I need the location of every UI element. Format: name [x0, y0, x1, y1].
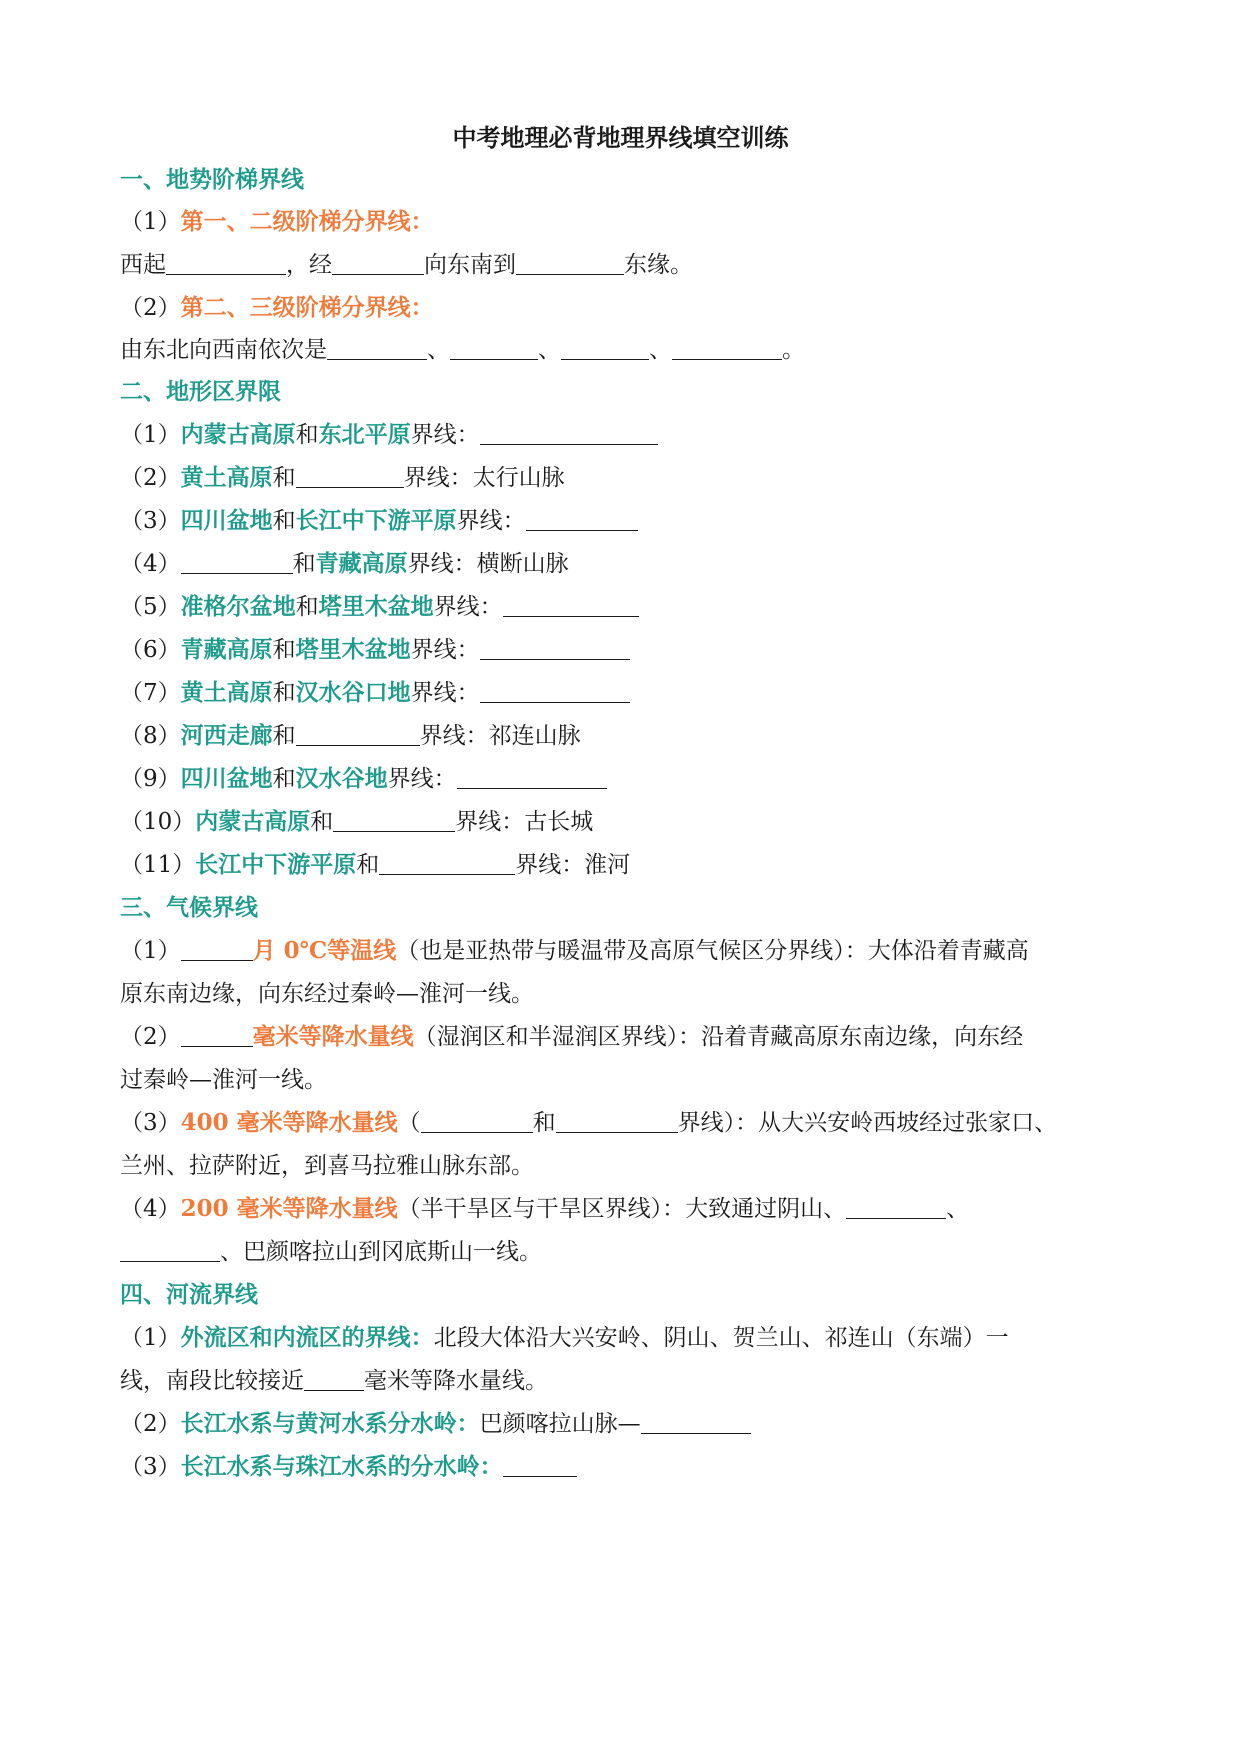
section-heading-2: 二、地形区界限: [120, 378, 281, 405]
climate-item-2-cont: 过秦岭—淮河一线。: [120, 1067, 327, 1093]
climate-item-1-cont: 原东南边缘，向东经过秦岭—淮河一线。: [120, 981, 534, 1007]
answer-blank[interactable]: [333, 807, 455, 832]
answer-blank[interactable]: [296, 721, 420, 746]
terrain-item-10: （10）内蒙古高原和 界线：古长城: [120, 808, 594, 835]
answer-blank[interactable]: [304, 1366, 364, 1391]
question-1-1-body: 西起 ，经 向东南到 东缘。: [120, 252, 693, 278]
climate-item-4: （4）200 毫米等降水量线（半干旱区与干旱区界线）：大致通过阴山、 、: [120, 1195, 970, 1222]
terrain-item-1: （1）内蒙古高原和东北平原界线：: [120, 420, 658, 450]
climate-item-1: （1） 月 0℃等温线（也是亚热带与暖温带及高原气候区分界线）：大体沿着青藏高: [120, 937, 1029, 964]
answer-blank[interactable]: [120, 1237, 220, 1262]
answer-blank[interactable]: [327, 335, 427, 360]
answer-blank[interactable]: [457, 764, 607, 789]
answer-blank[interactable]: [641, 1409, 751, 1434]
terrain-item-4: （4） 和青藏高原界线：横断山脉: [120, 550, 569, 577]
river-item-3: （3）长江水系与珠江水系的分水岭：: [120, 1452, 577, 1482]
question-1-1: （1）第一、二级阶梯分界线：: [120, 208, 434, 235]
climate-item-4-cont: 、巴颜喀拉山到冈底斯山一线。: [120, 1237, 542, 1267]
answer-blank[interactable]: [480, 678, 630, 703]
answer-blank[interactable]: [516, 250, 624, 275]
terrain-item-3: （3）四川盆地和长江中下游平原界线：: [120, 506, 638, 536]
terrain-item-5: （5）准格尔盆地和塔里木盆地界线：: [120, 592, 639, 622]
climate-item-3: （3）400 毫米等降水量线（ 和 界线）：从大兴安岭西坡经过张家口、: [120, 1109, 1058, 1136]
question-1-2: （2）第二、三级阶梯分界线：: [120, 294, 434, 321]
terrain-item-9: （9）四川盆地和汉水谷地界线：: [120, 764, 607, 794]
river-item-1-cont: 线，南段比较接近 毫米等降水量线。: [120, 1368, 548, 1394]
terrain-item-8: （8）河西走廊和 界线：祁连山脉: [120, 722, 581, 749]
terrain-item-6: （6）青藏高原和塔里木盆地界线：: [120, 635, 630, 665]
answer-blank[interactable]: [421, 1108, 533, 1133]
answer-blank[interactable]: [181, 936, 253, 961]
terrain-item-7: （7）黄土高原和汉水谷口地界线：: [120, 678, 630, 708]
answer-blank[interactable]: [503, 592, 639, 617]
answer-blank[interactable]: [561, 335, 649, 360]
river-item-1: （1）外流区和内流区的界线：北段大体沿大兴安岭、阴山、贺兰山、祁连山（东端）一: [120, 1324, 1009, 1351]
page-title: 中考地理必背地理界线填空训练: [452, 123, 789, 152]
answer-blank[interactable]: [166, 250, 286, 275]
terrain-item-11: （11）长江中下游平原和 界线：淮河: [120, 851, 631, 878]
answer-blank[interactable]: [296, 463, 404, 488]
answer-blank[interactable]: [480, 420, 658, 445]
answer-blank[interactable]: [450, 335, 538, 360]
climate-item-2: （2） 毫米等降水量线（湿润区和半湿润区界线）：沿着青藏高原东南边缘，向东经: [120, 1023, 1024, 1050]
answer-blank[interactable]: [846, 1194, 946, 1219]
section-heading-4: 四、河流界线: [120, 1281, 258, 1308]
river-item-2: （2）长江水系与黄河水系分水岭：巴颜喀拉山脉—: [120, 1409, 751, 1439]
section-heading-1: 一、地势阶梯界线: [120, 166, 304, 193]
answer-blank[interactable]: [181, 1022, 253, 1047]
answer-blank[interactable]: [379, 850, 515, 875]
answer-blank[interactable]: [480, 635, 630, 660]
answer-blank[interactable]: [672, 335, 782, 360]
terrain-item-2: （2）黄土高原和 界线：太行山脉: [120, 464, 565, 491]
climate-item-3-cont: 兰州、拉萨附近，到喜马拉雅山脉东部。: [120, 1153, 534, 1179]
question-1-2-body: 由东北向西南依次是 、 、 、 。: [120, 337, 805, 363]
answer-blank[interactable]: [181, 549, 293, 574]
answer-blank[interactable]: [526, 506, 638, 531]
section-heading-3: 三、气候界线: [120, 894, 258, 921]
answer-blank[interactable]: [503, 1452, 577, 1477]
answer-blank[interactable]: [556, 1108, 678, 1133]
answer-blank[interactable]: [332, 250, 424, 275]
